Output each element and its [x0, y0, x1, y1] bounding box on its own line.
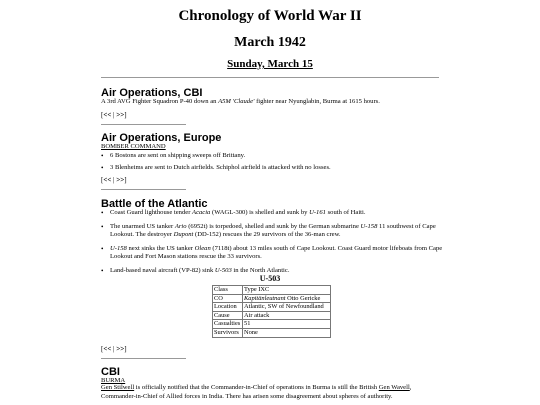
day-heading[interactable]: Sunday, March 15 — [227, 58, 313, 70]
table-row: CO Kapitänleutnant Otto Gericke — [213, 294, 331, 303]
divider — [101, 124, 186, 125]
subheading-bomber-command: BOMBER COMMAND — [101, 143, 166, 150]
prev-link[interactable]: << — [103, 111, 112, 119]
uboat-table-title: U-503 — [259, 274, 281, 283]
list-item: • U-158 next sinks the US tanker Olean (7118t) about 13 miles south of Cape Lookout. Coast Guard motor lifeboats from Cape Lookout and Fort Mason stations rescue the 33 survivors. — [101, 245, 446, 262]
divider — [101, 358, 186, 359]
next-link[interactable]: >> — [116, 111, 125, 119]
nav-links: [<< | >>] — [101, 176, 127, 184]
link-gen-stilwell[interactable]: Gen Stilwell — [101, 384, 135, 391]
subheading-burma: BURMA — [101, 377, 126, 384]
air-cbi-text: A 3rd AVG Fighter Squadron P-40 down an A5M 'Claude' fighter near Nyunglabin, Burma at 1615 hours. — [101, 98, 380, 105]
list-item: • 3 Blenheims are sent to Dutch airfields. Schiphol airfield is attacked with no losses. — [101, 164, 446, 173]
section-heading-air-cbi: Air Operations, CBI — [101, 87, 203, 99]
prev-link[interactable]: << — [103, 176, 112, 184]
month-heading: March 1942 — [234, 35, 306, 50]
table-row: Location Atlantic, SW of Newfoundland — [213, 303, 331, 312]
list-item: • Coast Guard lighthouse tender Acacia (WAGL-300) is shelled and sunk by U-161 south of Haiti. — [101, 209, 446, 218]
air-europe-list — [101, 152, 446, 175]
section-heading-atlantic: Battle of the Atlantic — [101, 198, 208, 210]
uboat-table — [212, 285, 331, 338]
section-heading-air-europe: Air Operations, Europe — [101, 132, 222, 144]
section-heading-cbi: CBI — [101, 366, 120, 378]
cbi-text: Gen Stilwell is officially notified that the Commander-in-Chief of operations in Burma is still the British Gen Wavell, Commander-in-Chief of Allied forces in India. There has arisen some disagreement about spheres of authority. — [101, 384, 412, 400]
table-row: Cause Air attack — [213, 311, 331, 320]
next-link[interactable]: >> — [116, 345, 125, 353]
table-row: Class Type IXC — [213, 286, 331, 295]
nav-links: [<< | >>] — [101, 345, 127, 353]
table-row: Survivors None — [213, 328, 331, 337]
divider — [101, 189, 186, 190]
list-item: • The unarmed US tanker Ario (6952t) is torpedoed, shelled and sunk by the German submarine U-158 11 southwest of Cape Lookout. The destroyer Dupont (DD-152) rescues the 29 survivors of the 36-man crew. — [101, 223, 446, 240]
atlantic-list — [101, 209, 446, 278]
table-row: Casualties 51 — [213, 320, 331, 329]
page-title: Chronology of World War II — [178, 8, 362, 24]
prev-link[interactable]: << — [103, 345, 112, 353]
nav-links: [<< | >>] — [101, 111, 127, 119]
list-item: • 6 Bostons are sent on shipping sweeps off Brittany. — [101, 152, 446, 161]
link-gen-wavell[interactable]: Gen Wavell — [378, 384, 410, 391]
list-item: • Land-based naval aircraft (VP-82) sink U-503 in the North Atlantic. — [101, 267, 446, 276]
next-link[interactable]: >> — [116, 176, 125, 184]
divider — [101, 77, 439, 78]
